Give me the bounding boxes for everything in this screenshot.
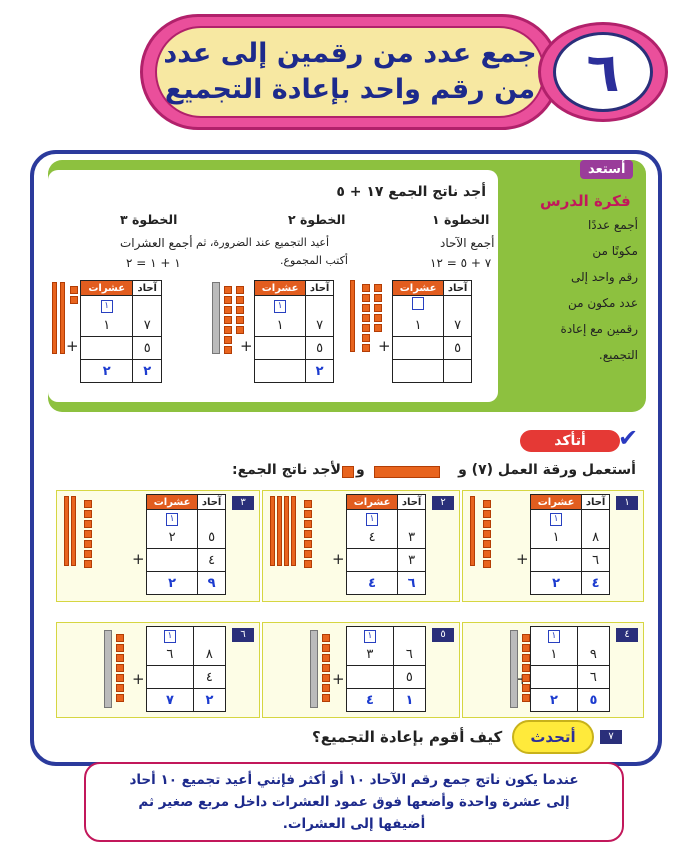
- plus-sign: +: [132, 670, 145, 688]
- ten-rod: [270, 496, 275, 566]
- plus-sign: +: [66, 337, 79, 355]
- unit-cube: [304, 520, 312, 528]
- unit-cube: [522, 654, 530, 662]
- unit-cube: [522, 684, 530, 692]
- regroup-rod: [510, 630, 518, 708]
- place-value-table: ١ ٨ ٦ ٤ ٢ ٧: [146, 626, 226, 712]
- place-value-table: آحاد عشرات ١ ٥ ٢ ٤ ٩ ٢: [146, 494, 226, 595]
- note-line-2: إلى عشرة واحدة وأضعها فوق عمود العشرات داخل مربع صغير ثم: [138, 794, 570, 810]
- unit-cube: [322, 654, 330, 662]
- unit-cube: [116, 634, 124, 642]
- unit-cube: [224, 346, 232, 354]
- unit-cube: [84, 560, 92, 568]
- unit-cube: [362, 284, 370, 292]
- unit-cube: [236, 326, 244, 334]
- unit-cube: [522, 694, 530, 702]
- unit-cube: [304, 510, 312, 518]
- talk-question: كيف أقوم بإعادة التجميع؟: [312, 728, 503, 746]
- ten-rod: [470, 496, 475, 566]
- unit-cube: [224, 306, 232, 314]
- step1-title: الخطوة ١: [432, 212, 490, 227]
- title-line-2: من رقم واحد بإعادة التجميع: [164, 74, 536, 105]
- problem-number-badge: ٦: [232, 628, 254, 642]
- place-value-table: آحاد عشرات ١ ٣ ٤ ٣ ٦ ٤: [346, 494, 426, 595]
- ten-rod: [291, 496, 296, 566]
- plus-sign: +: [332, 550, 345, 568]
- unit-cube: [224, 296, 232, 304]
- unit-cube: [304, 560, 312, 568]
- checkmark-icon: ✔: [618, 424, 639, 452]
- carry-box: [412, 297, 424, 310]
- unit-cube: [522, 634, 530, 642]
- step2-table: آحاد عشرات ١ ٧ ١ ٥ ٢: [254, 280, 334, 383]
- unit-cube: [483, 560, 491, 568]
- unit-cube: [84, 500, 92, 508]
- idea-title: فكرة الدرس: [540, 192, 631, 210]
- place-value-table: ١ ٦ ٣ ٥ ١ ٤: [346, 626, 426, 712]
- ten-rod-icon: [374, 466, 440, 478]
- unit-cube: [362, 314, 370, 322]
- unit-cube: [116, 654, 124, 662]
- problem-number-badge: ١: [616, 496, 638, 510]
- step1-table: آحاد عشرات ٧ ١ ٥: [392, 280, 472, 383]
- talk-tag: أتحدث: [512, 720, 594, 754]
- unit-cube: [236, 296, 244, 304]
- unit-cube: [362, 334, 370, 342]
- unit-cube: [116, 684, 124, 692]
- unit-cube: [304, 530, 312, 538]
- note-line-1: عندما يكون ناتج جمع رقم الآحاد ١٠ أو أكثر فإنني أعيد تجميع ١٠ أحاد: [129, 772, 579, 788]
- step2-title: الخطوة ٢: [288, 212, 346, 227]
- step3-desc: أجمع العشرات: [120, 236, 193, 250]
- unit-cube: [116, 694, 124, 702]
- ten-rod: [64, 496, 69, 566]
- summary-note: [84, 762, 624, 842]
- regroup-rod: [104, 630, 112, 708]
- unit-cube: [224, 286, 232, 294]
- step1-desc: أجمع الآحاد: [440, 236, 495, 250]
- place-value-table: ١ ٩ ١ ٦ ٥ ٢: [530, 626, 610, 712]
- unit-cube: [362, 304, 370, 312]
- unit-cube: [362, 344, 370, 352]
- unit-cube: [483, 500, 491, 508]
- check-instruction: أستعمل ورقة العمل (٧) و: [458, 462, 636, 478]
- unit-cube: [483, 510, 491, 518]
- unit-cube: [84, 510, 92, 518]
- unit-cube: [116, 664, 124, 672]
- unit-cube: [362, 324, 370, 332]
- check-and: و: [356, 462, 365, 478]
- ten-rod: [284, 496, 289, 566]
- unit-cube: [322, 664, 330, 672]
- problem-badge: ٧: [600, 730, 622, 744]
- plus-sign: +: [332, 670, 345, 688]
- unit-cube: [322, 644, 330, 652]
- explore-tag: أستعد: [580, 160, 633, 179]
- unit-cube: [236, 286, 244, 294]
- explore-prompt: أجد ناتج الجمع ١٧ + ٥: [336, 184, 486, 200]
- plus-sign: +: [378, 337, 391, 355]
- unit-cube: [70, 286, 78, 294]
- plus-sign: +: [240, 337, 253, 355]
- step3-title: الخطوة ٣: [120, 212, 178, 227]
- unit-cube: [483, 540, 491, 548]
- unit-cube: [224, 336, 232, 344]
- problem-number-badge: ٣: [232, 496, 254, 510]
- unit-cube: [116, 644, 124, 652]
- ten-rod: [277, 496, 282, 566]
- step2-desc2: أكتب المجموع.: [280, 254, 348, 267]
- problem-number-badge: ٢: [432, 496, 454, 510]
- step3-table: آحاد عشرات ١ ٧ ١ ٥ ٢ ٢: [80, 280, 162, 383]
- regroup-rod: [310, 630, 318, 708]
- ten-rod: [60, 282, 65, 354]
- unit-cube: [70, 296, 78, 304]
- unit-cube: [322, 674, 330, 682]
- unit-cube: [224, 316, 232, 324]
- unit-cube: [522, 644, 530, 652]
- place-value-table: آحاد عشرات ١ ٨ ١ ٦ ٤ ٢: [530, 494, 610, 595]
- title-line-1: جمع عدد من رقمين إلى عدد: [163, 38, 537, 69]
- check-tag: أتأكد: [520, 430, 620, 452]
- unit-cube: [362, 294, 370, 302]
- unit-cube: [236, 306, 244, 314]
- ten-rod: [52, 282, 57, 354]
- idea-text: أجمع عددًا مكونًا من رقم واحد إلى عدد مكون من رقمين مع إعادة التجميع.: [560, 218, 638, 362]
- unit-cube: [236, 316, 244, 324]
- step3-equation: ١ + ١ = ٢: [126, 256, 181, 270]
- unit-cube: [483, 520, 491, 528]
- regroup-rod: [212, 282, 220, 354]
- plus-sign: +: [132, 550, 145, 568]
- problem-number-badge: ٤: [616, 628, 638, 642]
- unit-cube: [304, 500, 312, 508]
- unit-cube: [322, 684, 330, 692]
- ten-rod: [350, 280, 355, 352]
- note-line-3: أضيفها إلى العشرات.: [282, 816, 426, 832]
- unit-cube: [374, 284, 382, 292]
- unit-cube: [483, 530, 491, 538]
- unit-cube: [374, 324, 382, 332]
- plus-sign: +: [516, 550, 529, 568]
- unit-cube: [374, 314, 382, 322]
- unit-cube: [224, 326, 232, 334]
- unit-cube: [84, 550, 92, 558]
- unit-cube: [304, 540, 312, 548]
- unit-cube-icon: [342, 466, 354, 478]
- unit-cube: [322, 694, 330, 702]
- unit-cube: [84, 530, 92, 538]
- unit-cube: [84, 540, 92, 548]
- step2-desc: أعيد التجميع عند الضرورة، ثم: [196, 236, 330, 249]
- ten-rod: [71, 496, 76, 566]
- unit-cube: [483, 550, 491, 558]
- unit-cube: [322, 634, 330, 642]
- unit-cube: [522, 664, 530, 672]
- unit-cube: [374, 294, 382, 302]
- problem-number-badge: ٥: [432, 628, 454, 642]
- unit-cube: [374, 304, 382, 312]
- check-instruction-end: لأجد ناتج الجمع:: [232, 462, 341, 478]
- lesson-number: ٦: [553, 32, 653, 112]
- unit-cube: [522, 674, 530, 682]
- unit-cube: [116, 674, 124, 682]
- unit-cube: [84, 520, 92, 528]
- lesson-title: [155, 26, 545, 118]
- unit-cube: [304, 550, 312, 558]
- step1-equation: ٧ + ٥ = ١٢: [430, 256, 492, 270]
